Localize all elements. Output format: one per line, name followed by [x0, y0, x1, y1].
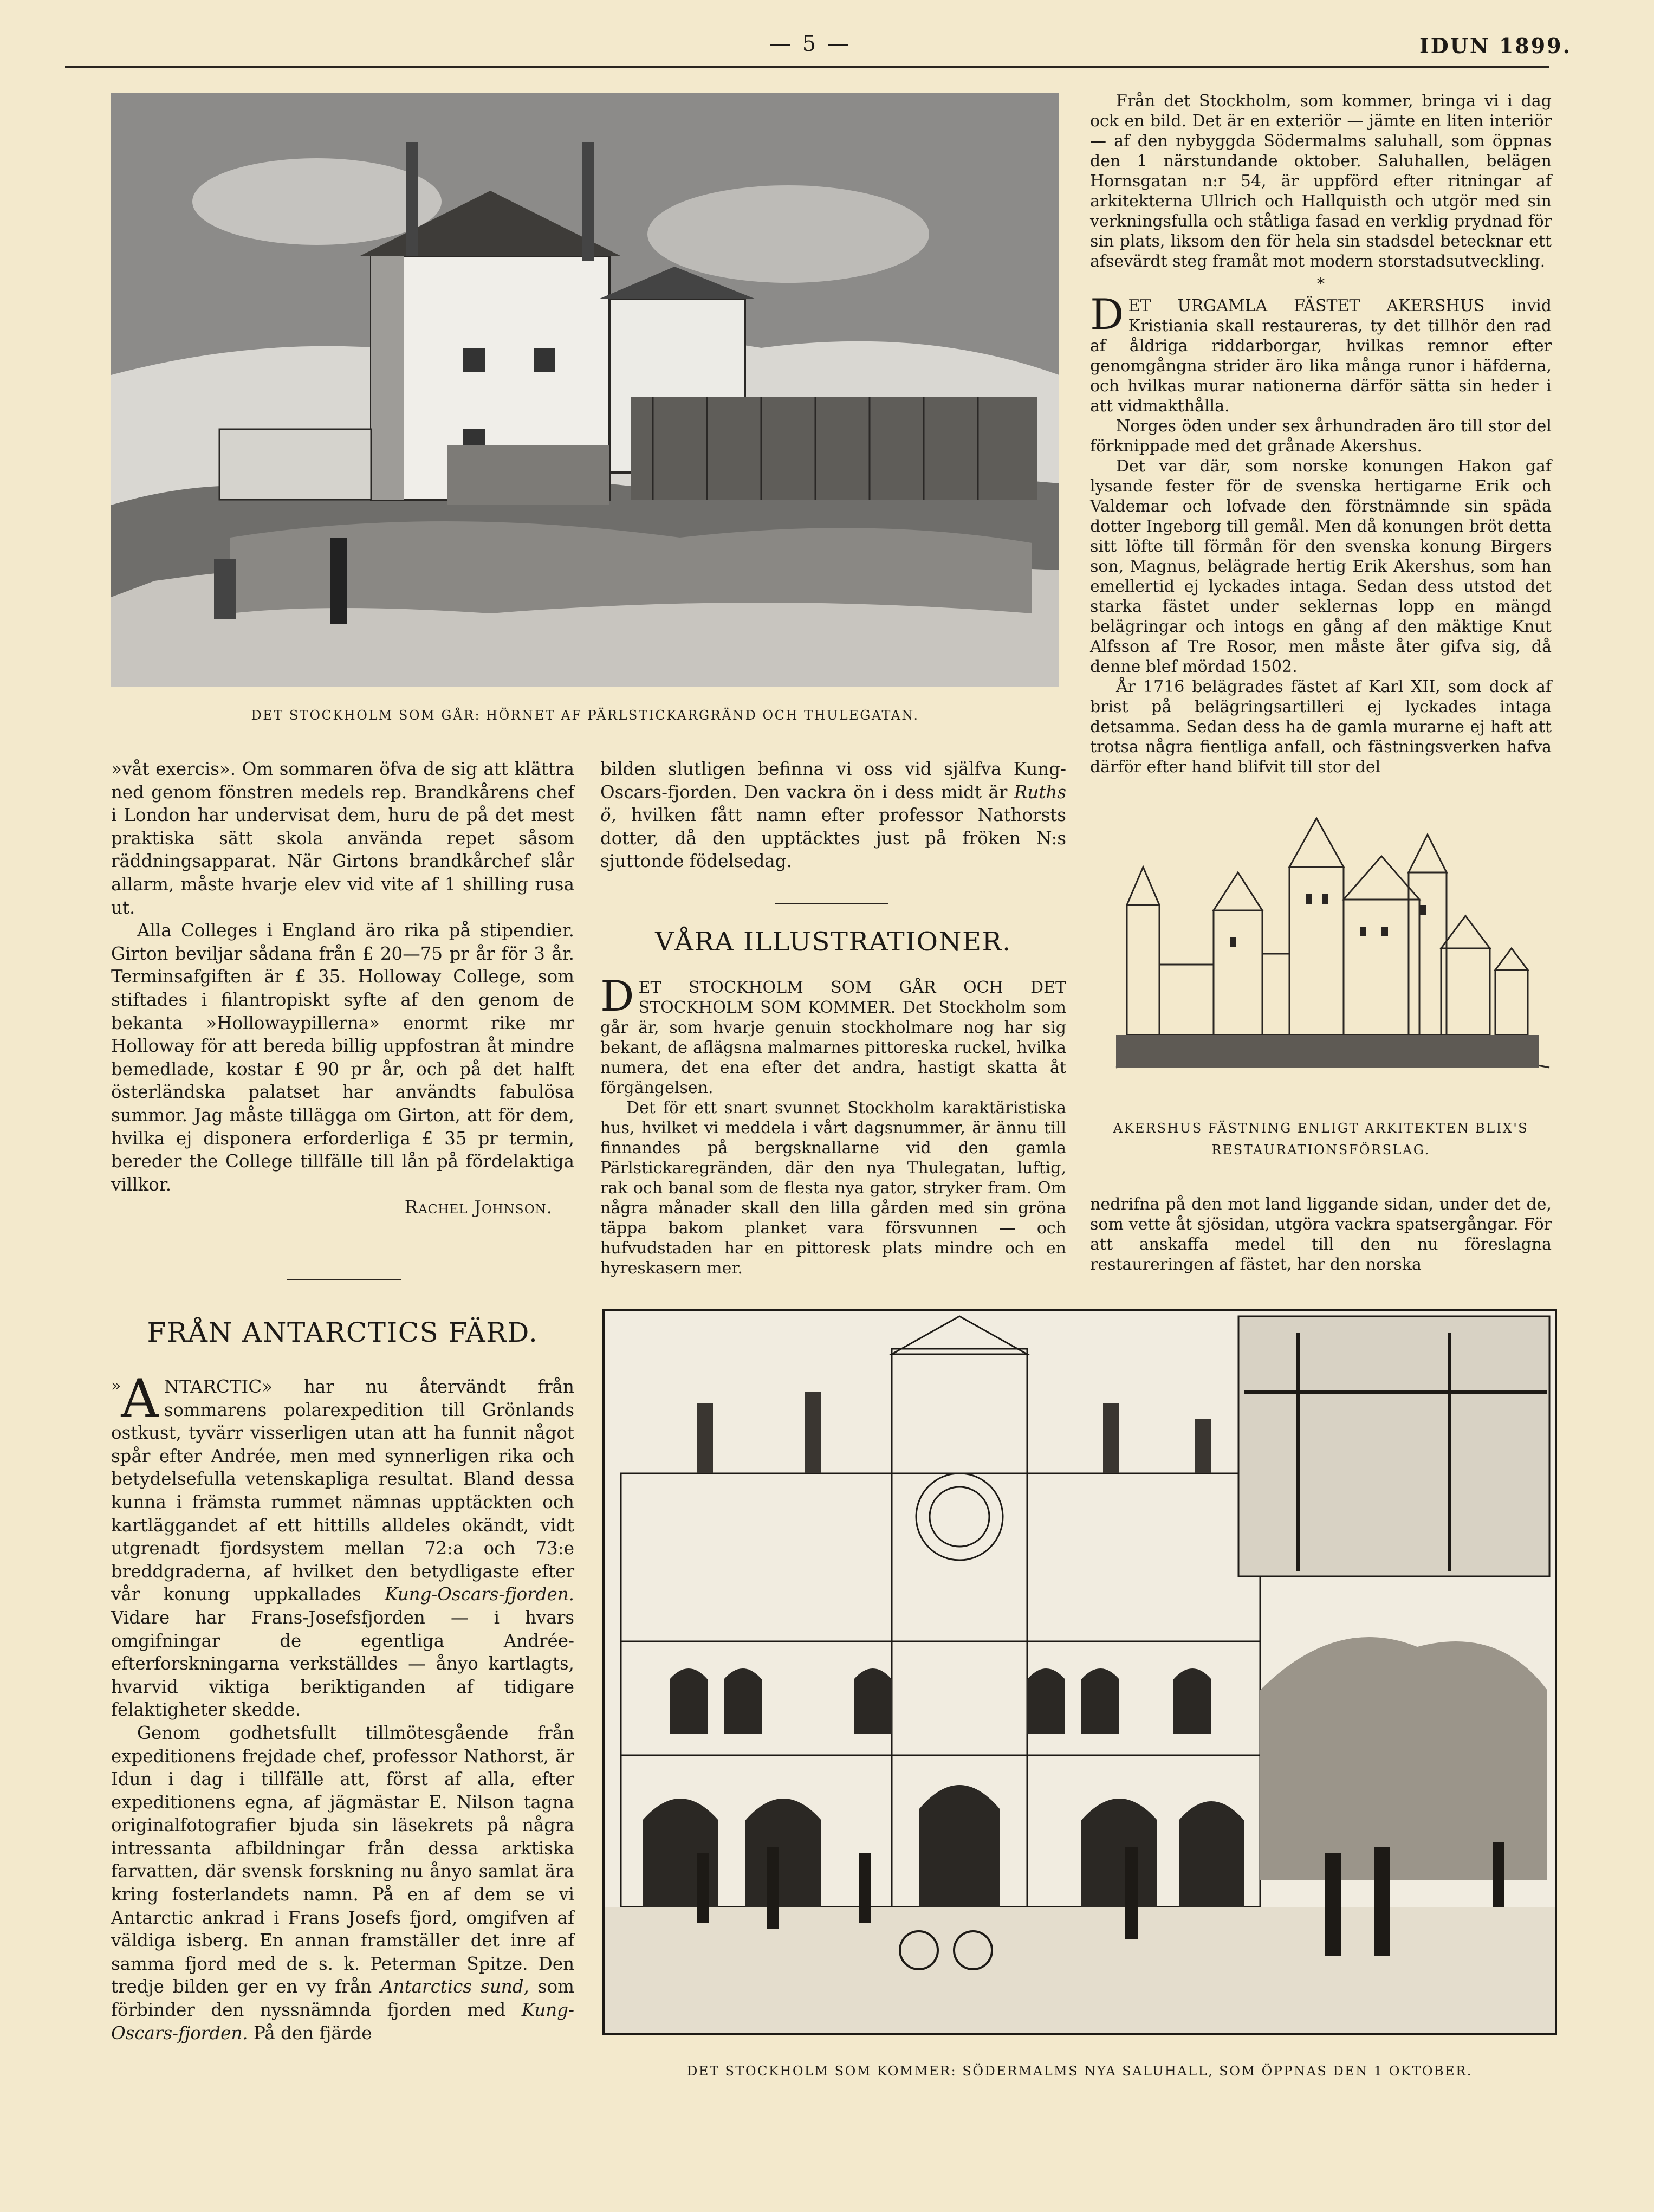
girton-paragraph: »våt exercis». Om sommaren öfva de sig att klättra ned genom fönstren medels rep. Brandkårens chef i London har undervisat dem, huru de på det mest praktiska sätt skola använda repet såsom räddningsapparat. När Girtons brandkårchef slår allarm, måste hvarje elev vid vite af 1 shilling rusa ut.: [111, 759, 574, 918]
right-article-continued: [1090, 1194, 1552, 1275]
right-article: [1090, 91, 1552, 777]
illustrationer-paragraph: [600, 972, 1066, 1098]
caption-saluhall: DET STOCKHOLM SOM KOMMER: SÖDERMALMS NYA SALUHALL, SOM ÖPPNAS DEN 1 OKTOBER.: [687, 2064, 1473, 2079]
caption-akershus: [1090, 1117, 1552, 1161]
house-illustration-icon: [111, 93, 1059, 687]
right-paragraph: Norges öden under sex århundraden äro till stor del förknippade med det grånade Akershus.: [1090, 417, 1552, 456]
section-rule: [287, 1279, 401, 1280]
antarctic-text: Vidare har Frans-Josefsfjorden — i hvars omgifningar de egentliga Andrée-efterforskningarna verkställdes — ånyo kartlagts, hvarvid viktiga beriktiganden af tidigare felaktigheter skedde.: [111, 1607, 574, 1721]
castle-illustration: [1105, 813, 1555, 1084]
header-rule: [65, 66, 1549, 68]
right-paragraph: [1090, 290, 1552, 416]
antarctic-text: NTARCTIC» har nu återvändt från sommarens polarexpedition till Grönlands ostkust, tyvärr visserligen utan att ha funnit något spår efter Andrée, men med synnerligen rika och betydelsefulla vetenskapliga resultat. Bland dessa kunna i främsta rummet nämnas upptäckten och kartläggandet af ett hittills alldeles okändt, vidt utgrenadt fjordsystem mellan 72:a och 73:e breddgraderna, af hvilket den betydligaste efter vår konung uppkallades: [111, 1376, 574, 1605]
middle-article: [600, 758, 1066, 873]
page-number: — 5 —: [769, 31, 851, 56]
antarctic-article: [111, 1368, 574, 2045]
italic-text: Ruths ö,: [600, 781, 1066, 826]
illustrationer-paragraph: Det för ett snart svunnet Stockholm karaktäristiska hus, hvilket vi meddela i vårt dagsnummer, är ännu till finnandes på bergsknallarne vid den gamla Pärlstickaregränden, där den nya Thulegatan, luftig, rak och banal som de flesta nya gator, stryker fram. Om några månader skall den lilla gården med sin gröna täppa bakom planket vara försvunnen — och hufvudstaden har en pittoresk plats mindre och en hyreskasern mer.: [600, 1098, 1066, 1278]
dropcap-d: D: [600, 972, 634, 1021]
market-hall-illustration: [602, 1309, 1557, 2035]
antarctic-paragraph: [111, 1368, 574, 1722]
antarctic-text: som förbinder den nyssnämnda fjorden med: [111, 1976, 574, 2021]
antarctic-heading: FRÅN ANTARCTICS FÄRD.: [147, 1317, 539, 1348]
right-paragraph: nedrifna på den mot land liggande sidan, under det de, som vette åt sjösidan, utgöra vackra spatsergångar. För att anskaffa medel till den nu föreslagna restaureringen af fästet, har den norska: [1090, 1195, 1552, 1274]
girton-article: [111, 758, 574, 1219]
right-text: ET URGAMLA FÄSTET AKERSHUS invid Kristiania skall restaureras, ty det tillhör den rad af åldriga riddarborgar, hvilkas remnor efter genomgångna strider äro lika många runor i häfderna, och hvilkas murar nationerna därför sätta sin heder i att vidmakthålla.: [1090, 296, 1552, 416]
girton-paragraph: Alla Colleges i England äro rika på stipendier. Girton beviljar sådana från £ 20—75 pr år för 3 år. Terminsafgiften är £ 35. Holloway College, som stiftades i filantropiskt syfte af den genom de bekanta »Hollowaypillerna» enormt rike mr Holloway för att bereda billig uppfostran åt mindre bemedlade, kostar £ 90 pr år, och på det halft österländska palatset har användts fabulösa summor. Jag måste tillägga om Girton, att för dem, hvilka ej disponera erforderliga £ 35 pr termin, bereder the College tillfälle till lån på fördelaktiga villkor.: [111, 920, 574, 1195]
italic-text: Kung-Oscars-fjorden.: [111, 2000, 574, 2043]
right-paragraph: Det var där, som norske konungen Hakon gaf lysande fester för de svenska hertigarne Erik och Valdemar och lofvade den förstnämnde sin späda dotter Ingeborg till gemål. Men då konungen bröt detta sitt löfte till förmån för den svenska konung Birgers son, Magnus, belägrade hertig Erik Akershus, som han emellertid ej lyckades intaga. Sedan dess utstod det starka fästet under seklernas lopp en mängd belägringar och intogs en gång af den mäktige Knut Alfsson af Tre Rosor, men måste åter gifva sig, då denne blef mördad 1502.: [1090, 457, 1552, 676]
signature: Rachel Johnson.: [404, 1197, 553, 1218]
middle-text: hvilken fått namn efter professor Nathorsts dotter, då den upptäcktes just på fröken N:s sjuttonde födelsedag.: [600, 805, 1066, 872]
publication-title: IDUN 1899.: [1419, 34, 1572, 58]
antarctic-text: På den fjärde: [253, 2022, 372, 2043]
caption-akershus-line: RESTAURATIONSFÖRSLAG.: [1211, 1142, 1430, 1157]
middle-text: bilden slutligen befinna vi oss vid själfva Kung-Oscars-fjorden. Den vackra ön i dess midt är: [600, 759, 1066, 803]
italic-text: Kung-Oscars-fjorden.: [385, 1584, 574, 1605]
section-rule: [775, 903, 888, 904]
antarctic-text: Genom godhetsfullt tillmötesgående från expeditionens frejdade chef, professor Nathorst, är Idun i dag i tillfälle att, först af alla, efter expeditionens egna, af jägmästar E. Nilson tagna originalfotografier bjuda sin läsekrets på några intressanta afbildningar från dessa arktiska farvatten, där svensk forskning nu ånyo samlat ära kring fosterlandets namn. På en af dem se vi Antarctic ankrad i Frans Josefs fjord, omgifven af väldiga isberg. En annan framställer det inre af samma fjord med de s. k. Peterman Spitze. Den tredje bilden ger en vy från: [111, 1722, 574, 1997]
illustrationer-heading: VÅRA ILLUSTRATIONER.: [655, 927, 1011, 957]
separator-star: *: [1317, 275, 1325, 293]
italic-text: Antarctics sund,: [380, 1976, 529, 1997]
antarctic-paragraph: [111, 1722, 574, 2045]
caption-old-stockholm: DET STOCKHOLM SOM GÅR: HÖRNET AF PÄRLSTICKARGRÄND OCH THULEGATAN.: [251, 708, 919, 723]
illustrationer-text: ET STOCKHOLM SOM GÅR OCH DET STOCKHOLM SOM KOMMER. Det Stockholm som går är, som hvarje genuin stockholmare nog har sig bekant, de aflägsna malmarnes pittoreska ruckel, hvilka numera, det ena efter det andra, hastigt skatta åt förgängelsen.: [600, 978, 1066, 1097]
market-hall-illustration-icon: [605, 1311, 1555, 2033]
caption-akershus-line: AKERSHUS FÄSTNING ENLIGT ARKITEKTEN BLIX'S: [1113, 1121, 1529, 1136]
castle-illustration-icon: [1105, 813, 1555, 1084]
right-paragraph: År 1716 belägrades fästet af Karl XII, som dock af brist på belägringsartilleri ej lyckades intaga detsamma. Sedan dess ha de gamla murarne ej haft att trotsa några fientliga anfall, och fästningsverken hafva därför efter hand blifvit till stor del: [1090, 677, 1552, 777]
dropcap-d: D: [1090, 290, 1124, 339]
middle-paragraph: [600, 758, 1066, 873]
dropcap-a: A: [121, 1368, 159, 1429]
old-house-illustration: [111, 93, 1059, 687]
dropcap-quote: »: [111, 1376, 121, 1395]
right-paragraph: Från det Stockholm, som kommer, bringa vi i dag ock en bild. Det är en exteriör — jämte en liten interiör — af den nybyggda Södermalms saluhall, som öppnas den 1 närstundande oktober. Saluhallen, belägen Hornsgatan n:r 54, är uppförd efter ritningar af arkitekterna Ullrich och Hallquisth och utgör med sin verkningsfulla och ståtliga fasad en verklig prydnad för sin plats, liksom den för hela sin stadsdel betecknar ett afsevärdt steg framåt mot modern storstadsutveckling.: [1090, 92, 1552, 271]
illustrationer-article: [600, 972, 1066, 1278]
